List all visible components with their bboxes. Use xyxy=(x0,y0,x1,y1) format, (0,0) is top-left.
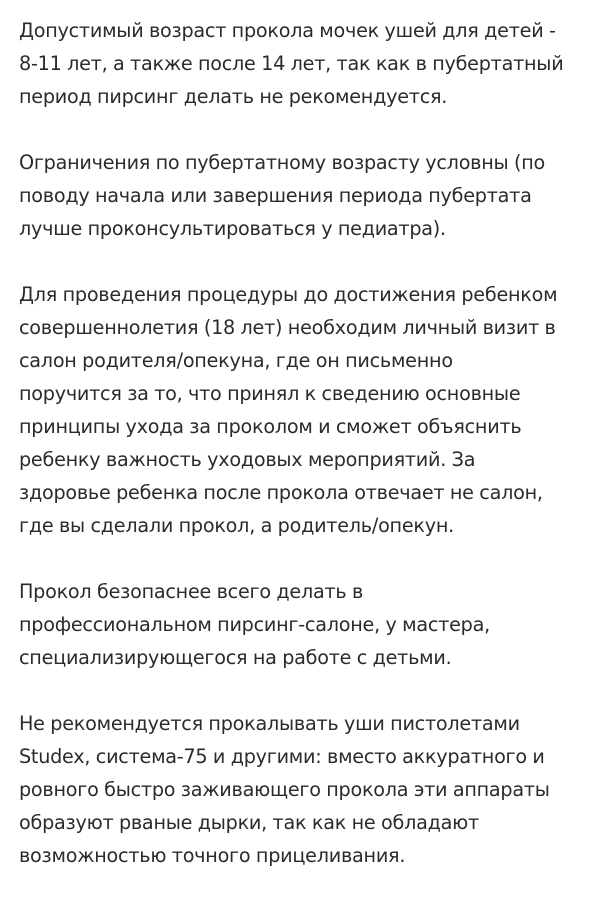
paragraph-age xyxy=(19,14,587,113)
text-line: профессиональном пирсинг-салоне, у мастера, xyxy=(19,613,490,636)
text-line: ребенку важность уходовых мероприятий. За xyxy=(19,448,476,471)
text-line: принципы ухода за проколом и сможет объяснить xyxy=(19,415,522,438)
paragraph-puberty xyxy=(19,146,587,245)
text-line: лучше проконсультироваться у педиатра). xyxy=(19,217,446,240)
text-line: Не рекомендуется прокалывать уши пистолетами xyxy=(19,712,520,735)
text-line: поручится за то, что принял к сведению основные xyxy=(19,382,521,405)
paragraph-guardian xyxy=(19,278,587,542)
article-body xyxy=(19,14,587,905)
paragraph-salon xyxy=(19,575,587,674)
paragraph-piercing-guns xyxy=(19,707,587,872)
text-line: здоровье ребенка после прокола отвечает не салон, xyxy=(19,481,543,504)
text-line: специализирующегося на работе с детьми. xyxy=(19,646,452,669)
text-line: Допустимый возраст прокола мочек ушей для детей - xyxy=(19,19,556,42)
text-line: Ограничения по пубертатному возрасту условны (по xyxy=(19,151,546,174)
text-line: период пирсинг делать не рекомендуется. xyxy=(19,85,448,108)
text-line: совершеннолетия (18 лет) необходим личный визит в xyxy=(19,316,556,339)
text-line: Для проведения процедуры до достижения ребенком xyxy=(19,283,558,306)
text-line: где вы сделали прокол, а родитель/опекун. xyxy=(19,514,454,537)
text-line: Studex, система-75 и другими: вместо аккуратного и xyxy=(19,745,545,768)
text-line: возможностью точного прицеливания. xyxy=(19,844,406,867)
text-line: образуют рваные дырки, так как не обладают xyxy=(19,811,479,834)
text-line: Прокол безопаснее всего делать в xyxy=(19,580,364,603)
text-line: 8-11 лет, а также после 14 лет, так как в пубертатный xyxy=(19,52,564,75)
text-line: поводу начала или завершения периода пубертата xyxy=(19,184,532,207)
text-line: ровного быстро заживающего прокола эти аппараты xyxy=(19,778,550,801)
text-line: салон родителя/опекуна, где он письменно xyxy=(19,349,453,372)
